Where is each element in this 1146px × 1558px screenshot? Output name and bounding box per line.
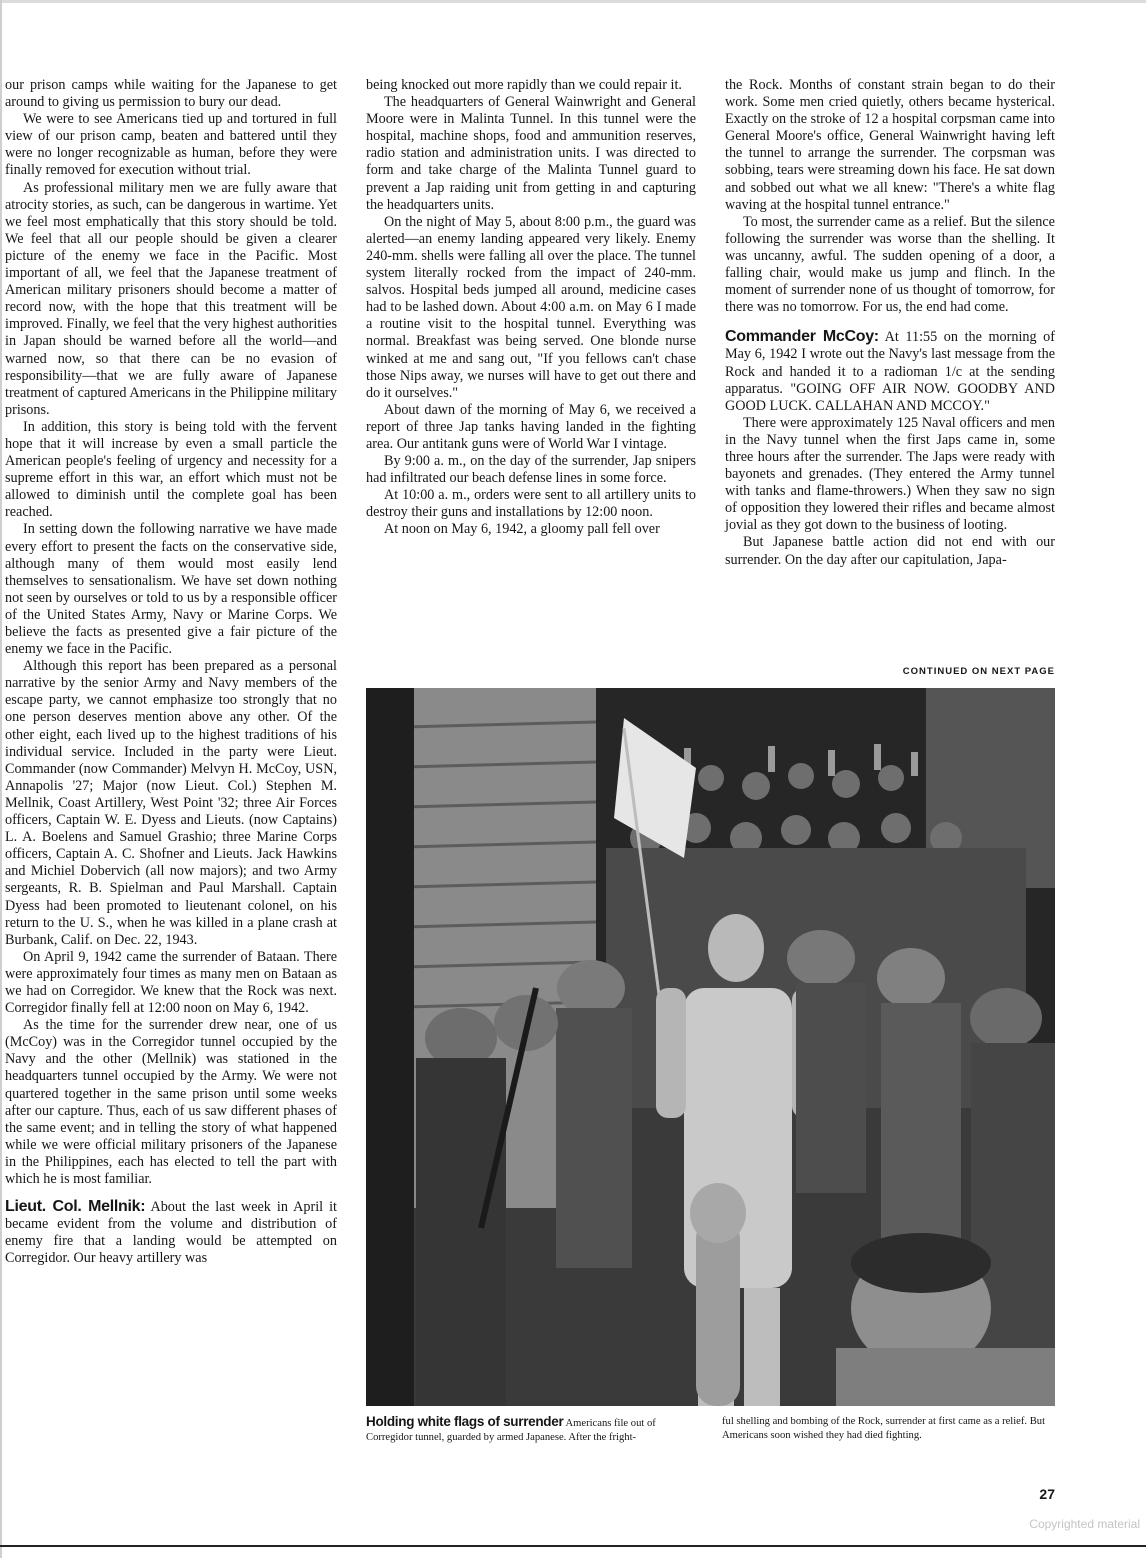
- paragraph: About dawn of the morning of May 6, we received a report of three Jap tanks having landed in the fighting area. Our antitank guns were of World War I vintage.: [366, 401, 696, 452]
- text-column-2: [366, 77, 696, 539]
- paragraph: the Rock. Months of constant strain began to do their work. Some men cried quietly, others became hysterical. Exactly on the stroke of 12 a hospital corpsman came into General Moore's office, General Wainwright having left the tunnel to arrange the surrender. The corpsman was sobbing, tears were streaming down his face. He sat down and sobbed out what we all knew: "There's a white flag waving at the hospital tunnel entrance.": [725, 77, 1055, 213]
- paragraph: There were approximately 125 Naval officers and men in the Navy tunnel when the first Japs came in, some three hours after the surrender. The Japs were ready with bayonets and grenades. (They entered the Army tunnel with tanks and flame-throwers.) When they saw no sign of opposition they lowered their rifles and became almost jovial as they got down to the business of looting.: [725, 414, 1055, 534]
- photo-caption-right: ful shelling and bombing of the Rock, surrender at first came as a relief. But Americans soon wished they had died fighting.: [722, 1416, 1046, 1441]
- speaker-heading-mellnik: Lieut. Col. Mellnik:: [5, 1198, 146, 1216]
- paragraph: On April 9, 1942 came the surrender of Bataan. There were approximately four times as many men on Bataan as we had on Corregidor. We knew that the Rock was next. Corregidor finally fell at 12:00 noon on May 6, 1942.: [5, 948, 337, 1017]
- copyright-watermark: Copyrighted material: [1029, 1517, 1140, 1531]
- text-column-3: [725, 77, 1055, 569]
- paragraph: being knocked out more rapidly than we could repair it.: [366, 77, 682, 93]
- continued-note: CONTINUED ON NEXT PAGE: [902, 666, 1055, 677]
- caption-heading: Holding white flags of surrender: [366, 1414, 564, 1429]
- paragraph: We were to see Americans tied up and tortured in full view of our prison camp, beaten and battered until they were no longer recognizable as human, before they were finally removed for execution without trial.: [5, 111, 337, 179]
- paragraph: In setting down the following narrative we have made every effort to present the facts on the conservative side, although many of them would most easily lend themselves to sensationalism. We have set down nothing not seen by ourselves or told to us by a responsible officer of the United States Army, Navy or Marine Corps. We believe the facts as presented give a fair picture of the enemy we face in the Pacific.: [5, 521, 337, 658]
- paragraph: At noon on May 6, 1942, a gloomy pall fell over: [384, 521, 660, 538]
- page-edge-top: [0, 0, 1146, 3]
- page-number: 27: [1039, 1486, 1055, 1502]
- caption-text: Americans file out of Corregidor tunnel, guarded by armed Japanese. After the fright-: [366, 1418, 656, 1443]
- paragraph: As professional military men we are fully aware that atrocity stories, as such, can be dangerous in wartime. Yet we feel most emphatically that this story should be told. We feel that all our people should be given a clearer picture of the enemy we face in the Pacific. Most important of all, we feel that the Japanese treatment of American military prisoners should become a matter of record now, with the hope that this treatment will be improved. Finally, we feel that the very highest authorities in Japan should be warned before all the world—and warned now, so that there can be no evasion of responsibility—that we are fully aware of Japanese treatment of captured Americans in the Philippine military prisons.: [5, 179, 337, 418]
- paragraph: Although this report has been prepared as a personal narrative by the senior Army and Navy members of the escape party, we cannot emphasize too strongly that no one person deserves mention above any other. Of the other eight, each lived up to the highest traditions of his individual service. Included in the party were Lieut. Commander (now Commander) Melvyn H. McCoy, USN, Annapolis '27; Major (now Lieut. Col.) Stephen M. Mellnik, Coast Artillery, West Point '32; three Air Forces officers, Captain W. E. Dyess and Lieuts. (now Captains) L. A. Boelens and Samuel Grashio; three Marine Corps officers, Captain A. C. Shofner and Lieuts. Jack Hawkins and Michiel Dobervich (all now majors); and two Army sergeants, R. B. Spielman and Paul Marshall. Captain Dyess had been promoted to lieutenant colonel, on his return to the U. S., when he was killed in a plane crash at Burbank, Calif. on Dec. 22, 1943.: [5, 658, 337, 948]
- paragraph: By 9:00 a. m., on the day of the surrender, Jap snipers had infiltrated our beach defense lines in some force.: [366, 453, 696, 487]
- page-edge-bottom: [0, 1545, 1146, 1547]
- speaker-heading-mccoy: Commander McCoy:: [725, 328, 879, 346]
- paragraph: In addition, this story is being told with the fervent hope that it will increase by even a small particle the American people's feeling of urgency and necessity for a supreme effort in this war, an effort which must not be allowed to diminish until the complete goal has been reached.: [5, 418, 337, 521]
- photo-caption-left: [366, 1415, 700, 1444]
- paragraph-text: About the last week in April it became evident from the volume and distribution of enemy fire that a landing would be attempted on Corregidor. Our heavy artillery was: [5, 1199, 337, 1267]
- paragraph-text: At 11:55 on the morning of May 6, 1942 I wrote out the Navy's last message from the Rock and handed it to a radioman 1/c at the sending apparatus. "GOING OFF AIR NOW. GOODBY AND GOOD LUCK. CALLAHAN AND MCCOY.": [725, 329, 1055, 414]
- paragraph: But Japanese battle action did not end with our surrender. On the day after our capitulation, Japa-: [725, 534, 1055, 568]
- page-edge-left: [0, 0, 2, 1558]
- surrender-photo: [366, 688, 1055, 1406]
- paragraph: As the time for the surrender drew near, one of us (McCoy) was in the Corregidor tunnel occupied by the Navy and the other (Mellnik) was stationed in the headquarters tunnel occupied by the Army. We were not quartered together in the same prison until some weeks after our capture. Thus, each of us saw different phases of the same event; and in telling the story of what happened while we were official military prisoners of the Japanese in the Philippines, each has elected to tell the part with which he is most familiar.: [5, 1017, 337, 1187]
- paragraph: On the night of May 5, about 8:00 p.m., the guard was alerted—an enemy landing appeared very likely. Enemy 240-mm. shells were falling all over the place. The tunnel system literally rocked from the impact of 240-mm. salvos. Hospital beds jumped all around, medicine cases had to be lashed down. About 4:00 a.m. on May 6 I made a routine visit to the hospital tunnel. Everything was normal. Breakfast was being served. One blonde nurse winked at me and sang out, "If you fellows can't chase those Nips away, we nurses will have to get out there and do it ourselves.": [366, 213, 696, 401]
- paragraph: To most, the surrender came as a relief. But the silence following the surrender was worse than the shelling. It was uncanny, awful. The sudden opening of a door, a falling chair, would make us jump and flinch. In the moment of surrender none of us thought of tomorrow, for there was no tomorrow. For us, the end had come.: [725, 213, 1055, 316]
- text-column-1: [5, 77, 337, 1267]
- paragraph: our prison camps while waiting for the Japanese to get around to giving us permission to bury our dead.: [5, 77, 337, 111]
- paragraph: At 10:00 a. m., orders were sent to all artillery units to destroy their guns and installations by 12:00 noon.: [366, 487, 696, 521]
- mellnik-paragraph: [5, 1198, 337, 1267]
- photo-illustration: [366, 688, 1055, 1406]
- paragraph: The headquarters of General Wainwright and General Moore were in Malinta Tunnel. In this tunnel were the hospital, machine shops, food and ammunition reserves, radio station and administration units. I was directed to form and take charge of the Malinta Tunnel guard to prevent a Jap raiding unit from getting in and capturing the headquarters units.: [366, 94, 696, 213]
- mccoy-paragraph: [725, 328, 1055, 414]
